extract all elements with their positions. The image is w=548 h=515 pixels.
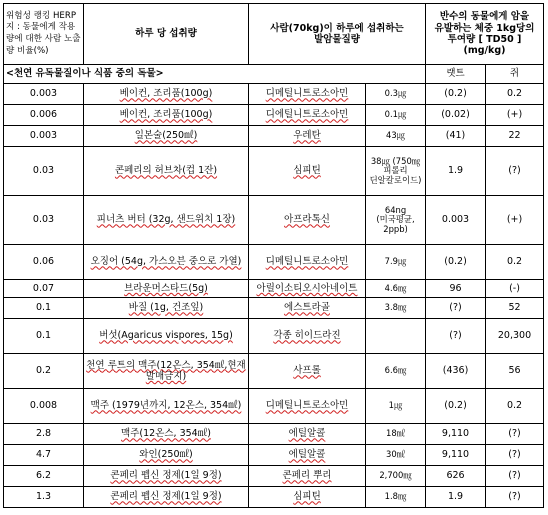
cell-rat-td50: 0.003	[426, 196, 486, 245]
cell-amount: 30㎖	[366, 445, 426, 466]
cell-herp: 0.008	[4, 389, 84, 424]
cell-mouse-td50: (?)	[486, 424, 544, 445]
cell-mouse-td50: 22	[486, 126, 544, 147]
cell-substance: 에틸알콜	[249, 445, 366, 466]
cell-substance: 디메틸니트로소아민	[249, 245, 366, 280]
cell-herp: 0.1	[4, 298, 84, 319]
cell-rat-td50: (0.2)	[426, 245, 486, 280]
cell-amount: 0.3㎍	[366, 84, 426, 105]
table-row	[4, 354, 544, 389]
cell-mouse-td50: 0.2	[486, 389, 544, 424]
cell-herp: 0.003	[4, 126, 84, 147]
cell-herp: 4.7	[4, 445, 84, 466]
cell-herp: 0.03	[4, 196, 84, 245]
cell-substance: 사프롤	[249, 354, 366, 389]
cell-intake: 콘페리의 허브차(컵 1잔)	[84, 147, 249, 196]
cell-herp: 0.2	[4, 354, 84, 389]
cell-intake: 맥주 (1979년까지, 12온스, 354㎖)	[84, 389, 249, 424]
cell-amount: 0.1㎍	[366, 105, 426, 126]
cell-herp: 0.06	[4, 245, 84, 280]
table-row	[4, 424, 544, 445]
cell-intake: 오징어 (54g, 가스오븐 중으로 가열)	[84, 245, 249, 280]
cell-rat-td50: (41)	[426, 126, 486, 147]
cell-intake: 베이컨, 조리품(100g)	[84, 105, 249, 126]
cell-herp: 0.1	[4, 319, 84, 354]
section-rat-label: 랫트	[426, 65, 486, 84]
cell-rat-td50: 626	[426, 466, 486, 487]
cell-substance: 에틸알콜	[249, 424, 366, 445]
section-row	[4, 65, 544, 84]
header-daily-intake: 하루 당 섭취량	[84, 4, 249, 65]
cell-substance: 아릴이소티오시아네이트	[249, 280, 366, 298]
cell-intake: 천연 루트의 맥주(12온스, 354㎖,현재 발매금지)	[84, 354, 249, 389]
cell-rat-td50: 96	[426, 280, 486, 298]
cell-rat-td50: (436)	[426, 354, 486, 389]
cell-rat-td50: 9,110	[426, 424, 486, 445]
cell-herp: 1.3	[4, 487, 84, 508]
cell-intake: 브라운머스타드(5g)	[84, 280, 249, 298]
cell-herp: 6.2	[4, 466, 84, 487]
cell-intake: 바질 (1g, 건조잎)	[84, 298, 249, 319]
cell-mouse-td50: (?)	[486, 487, 544, 508]
header-td50: 반수의 동물에게 암을 유발하는 체중 1kg당의 투여량 [ TD50 ](mg/kg)	[426, 4, 544, 65]
cell-mouse-td50: (?)	[486, 466, 544, 487]
data-rows	[4, 84, 544, 508]
cell-intake: 와인(250㎖)	[84, 445, 249, 466]
cell-substance: 디에틸니트로소아민	[249, 105, 366, 126]
cell-amount: 38㎍ (750㎎피롤리 딘알칼로이드)	[366, 147, 426, 196]
cell-amount: 1㎍	[366, 389, 426, 424]
cell-herp: 0.006	[4, 105, 84, 126]
table-row	[4, 466, 544, 487]
table-row	[4, 196, 544, 245]
cell-herp: 0.03	[4, 147, 84, 196]
cell-substance: 심피틴	[249, 487, 366, 508]
cell-substance: 디메틸니트로소아민	[249, 389, 366, 424]
table-row	[4, 245, 544, 280]
cell-intake: 콘페리 펩신 정제(1일 9정)	[84, 466, 249, 487]
table-row	[4, 389, 544, 424]
header-herp: 위험성 랭킹 HERP 지 : 동물에게 작용 량에 대한 사람 노출 량 비율(%)	[4, 4, 84, 65]
cell-intake: 베이컨, 조리품(100g)	[84, 84, 249, 105]
cell-amount: 18㎖	[366, 424, 426, 445]
cell-mouse-td50: 0.2	[486, 245, 544, 280]
cell-amount	[366, 319, 426, 354]
cell-rat-td50: 1.9	[426, 487, 486, 508]
cell-amount: 4.6㎎	[366, 280, 426, 298]
cell-mouse-td50: 52	[486, 298, 544, 319]
cell-mouse-td50: 20,300	[486, 319, 544, 354]
cell-intake: 일본술(250㎖)	[84, 126, 249, 147]
cell-substance: 심피틴	[249, 147, 366, 196]
header-human-exposure: 사람(70kg)이 하루에 섭취하는 발암물질량	[249, 4, 426, 65]
table-row	[4, 487, 544, 508]
cell-intake: 콘페리 펩신 정제(1일 9정)	[84, 487, 249, 508]
cell-rat-td50: (?)	[426, 298, 486, 319]
carcinogen-risk-table	[3, 3, 544, 508]
table-row	[4, 84, 544, 105]
table-row	[4, 445, 544, 466]
cell-amount: 64ng (미국평균, 2ppb)	[366, 196, 426, 245]
cell-mouse-td50: 0.2	[486, 84, 544, 105]
cell-mouse-td50: (?)	[486, 445, 544, 466]
cell-rat-td50: (0.02)	[426, 105, 486, 126]
table-row	[4, 126, 544, 147]
cell-herp: 2.8	[4, 424, 84, 445]
table-row	[4, 280, 544, 298]
cell-substance: 디메틸니트로소아민	[249, 84, 366, 105]
table-row	[4, 105, 544, 126]
table-row	[4, 147, 544, 196]
cell-mouse-td50: 56	[486, 354, 544, 389]
section-title: <천연 유독물질이나 식품 중의 독물>	[4, 65, 426, 84]
cell-intake: 맥주(12온스, 354㎖)	[84, 424, 249, 445]
cell-mouse-td50: (?)	[486, 147, 544, 196]
cell-herp: 0.07	[4, 280, 84, 298]
cell-amount: 6.6㎎	[366, 354, 426, 389]
cell-intake: 버섯(Agaricus vispores, 15g)	[84, 319, 249, 354]
cell-mouse-td50: (+)	[486, 196, 544, 245]
table-row	[4, 319, 544, 354]
cell-substance: 콘페리 뿌리	[249, 466, 366, 487]
cell-substance: 에스트라골	[249, 298, 366, 319]
cell-substance: 아프라톡신	[249, 196, 366, 245]
cell-substance: 우레탄	[249, 126, 366, 147]
cell-mouse-td50: (-)	[486, 280, 544, 298]
cell-rat-td50: (0.2)	[426, 389, 486, 424]
cell-amount: 1.8㎎	[366, 487, 426, 508]
header-row	[4, 4, 544, 65]
cell-herp: 0.003	[4, 84, 84, 105]
cell-rat-td50: 1.9	[426, 147, 486, 196]
cell-amount: 43㎍	[366, 126, 426, 147]
cell-intake: 피너츠 버터 (32g, 샌드위치 1장)	[84, 196, 249, 245]
cell-amount: 3.8㎎	[366, 298, 426, 319]
cell-rat-td50: (?)	[426, 319, 486, 354]
cell-rat-td50: 9,110	[426, 445, 486, 466]
cell-substance: 각종 히이드라진	[249, 319, 366, 354]
cell-mouse-td50: (+)	[486, 105, 544, 126]
cell-rat-td50: (0.2)	[426, 84, 486, 105]
table-row	[4, 298, 544, 319]
cell-amount: 7.9㎍	[366, 245, 426, 280]
cell-amount: 2,700㎎	[366, 466, 426, 487]
section-mouse-label: 쥐	[486, 65, 544, 84]
